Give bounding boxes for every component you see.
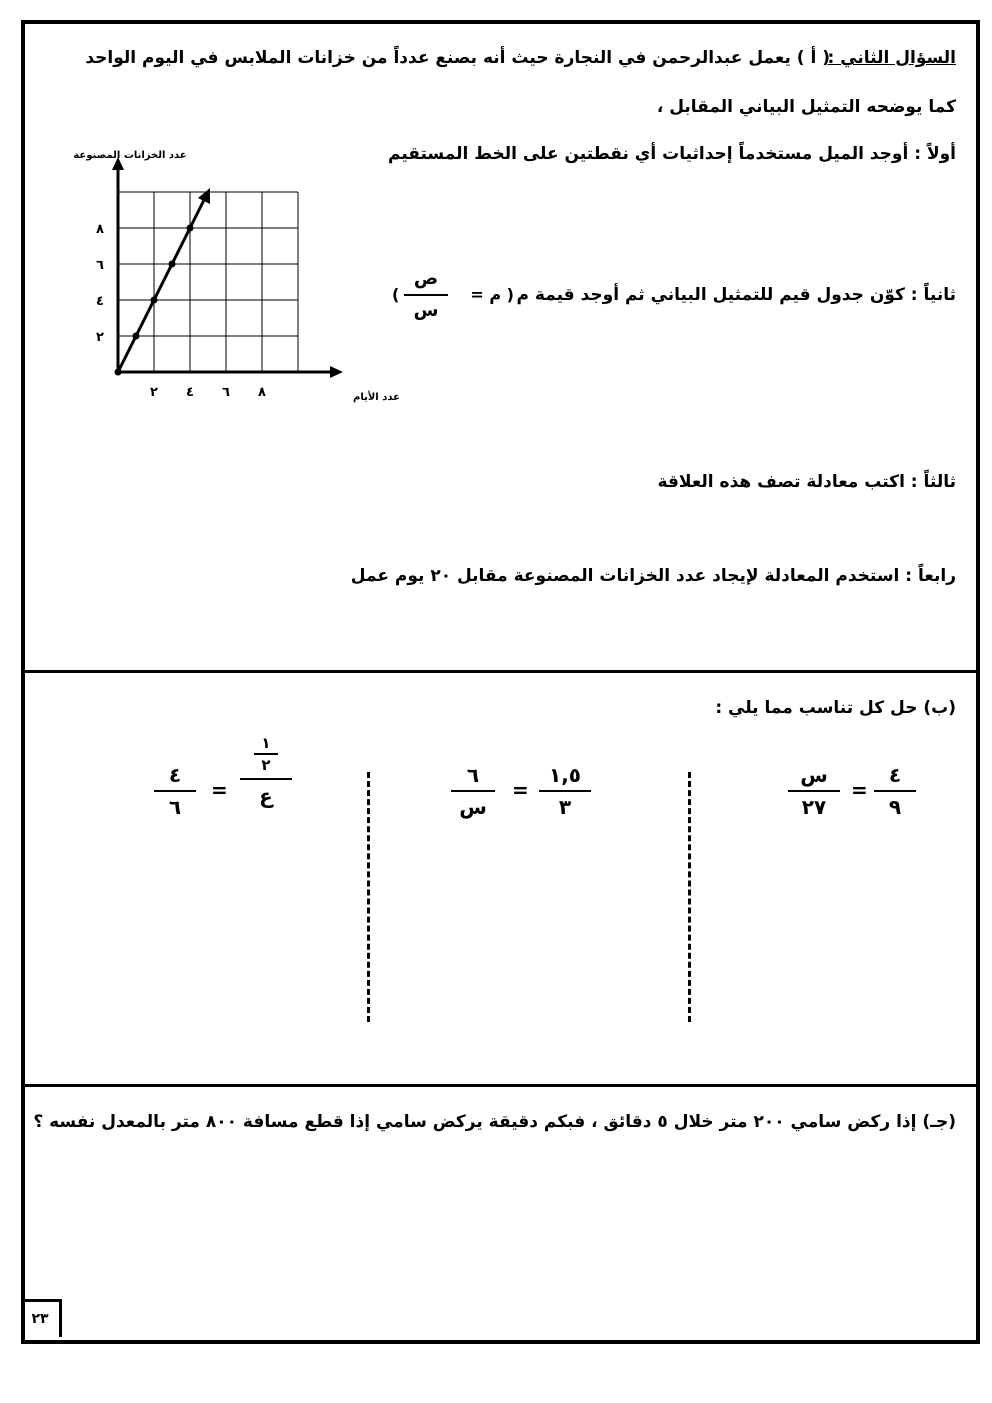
p3-inner-den: ٢ [261, 756, 271, 774]
y-tick-label: ٢ [96, 330, 104, 345]
p2-left-fraction [535, 762, 595, 820]
formula-den: س [413, 300, 439, 321]
p1-right-den: ٢٧ [801, 795, 827, 819]
p3-right-den: ٦ [168, 795, 182, 819]
p2-equals: = [512, 778, 529, 802]
x-axis-arrow [330, 366, 343, 378]
formula-num: ص [413, 268, 439, 289]
formula-fraction [400, 266, 452, 324]
p2-right-fraction [447, 762, 499, 820]
p3-left-den: ع [259, 784, 273, 808]
p2-left-den: ٣ [558, 795, 572, 819]
p2-left-num: ١,٥ [548, 763, 581, 787]
section-b-title: (ب) حل كل تناسب مما يلي : [715, 698, 956, 718]
fraction-bar [874, 790, 916, 792]
line-chart [50, 140, 400, 415]
fraction-bar [404, 294, 448, 296]
divider-2 [367, 772, 370, 1022]
data-point [115, 369, 122, 376]
data-point [169, 261, 176, 268]
p2-right-num: ٦ [466, 763, 480, 787]
part-third: ثالثاً : اكتب معادلة تصف هذه العلاقة [657, 472, 956, 492]
data-point [133, 333, 140, 340]
series-line [118, 196, 206, 372]
x-tick-label: ٦ [222, 385, 230, 400]
p2-right-den: س [459, 795, 487, 819]
section-c-question: (جـ) إذا ركض سامي ٢٠٠ متر خلال ٥ دقائق ، فبكم دقيقة يركض سامي إذا قطع مسافة ٨٠٠ متر بالمعدل نفسه ؟ [33, 1112, 956, 1132]
part-second: ثانياً : كوّن جدول قيم للتمثيل البياني ثم أوجد قيمة م [516, 285, 956, 305]
fraction-bar [788, 790, 840, 792]
p3-right-num: ٤ [168, 763, 182, 787]
p1-left-num: ٤ [888, 763, 902, 787]
x-tick-label: ٤ [186, 385, 194, 400]
x-tick-label: ٨ [258, 385, 266, 400]
question-a-line1: ( أ ) يعمل عبدالرحمن في النجارة حيث أنه بصنع عدداً من خزانات الملابس في اليوم الواحد [85, 48, 830, 68]
p3-right-fraction [150, 762, 200, 820]
fraction-bar [154, 790, 196, 792]
separator-1 [21, 670, 980, 673]
p1-right-fraction [784, 762, 844, 820]
fraction-bar [240, 778, 292, 780]
p1-left-den: ٩ [888, 795, 902, 819]
p3-inner-num: ١ [261, 734, 271, 752]
p1-right-num: س [800, 763, 828, 787]
fraction-bar [539, 790, 591, 792]
divider-1 [688, 772, 691, 1022]
y-tick-label: ٤ [96, 294, 104, 309]
p3-equals: = [211, 778, 228, 802]
p3-compound-num [238, 734, 294, 774]
data-point [151, 297, 158, 304]
fraction-bar [254, 753, 278, 755]
formula-suffix: ) [392, 285, 400, 304]
y-axis-label: عدد الخزانات المصنوعة [73, 150, 187, 161]
question-label: السؤال الثاني : [827, 48, 956, 68]
question-a-line2: كما يوضحه التمثيل البياني المقابل ، [656, 97, 956, 117]
x-tick-label: ٢ [150, 385, 158, 400]
formula-prefix: ( م = [470, 285, 514, 304]
y-tick-label: ٦ [96, 258, 104, 273]
p1-equals: = [851, 778, 868, 802]
p3-left-fraction [238, 734, 294, 808]
page-number: ٢٣ [21, 1299, 62, 1337]
data-point [187, 225, 194, 232]
part-fourth: رابعاً : استخدم المعادلة لإيجاد عدد الخزانات المصنوعة مقابل ٢٠ يوم عمل [350, 566, 956, 586]
separator-2 [21, 1084, 980, 1087]
y-tick-label: ٨ [96, 222, 104, 237]
x-axis-label: عدد الأيام [353, 392, 400, 403]
fraction-bar [451, 790, 495, 792]
p1-left-fraction [870, 762, 920, 820]
part-first: أولاً : أوجد الميل مستخدماً إحداثيات أي نقطتين على الخط المستقيم [387, 144, 956, 164]
